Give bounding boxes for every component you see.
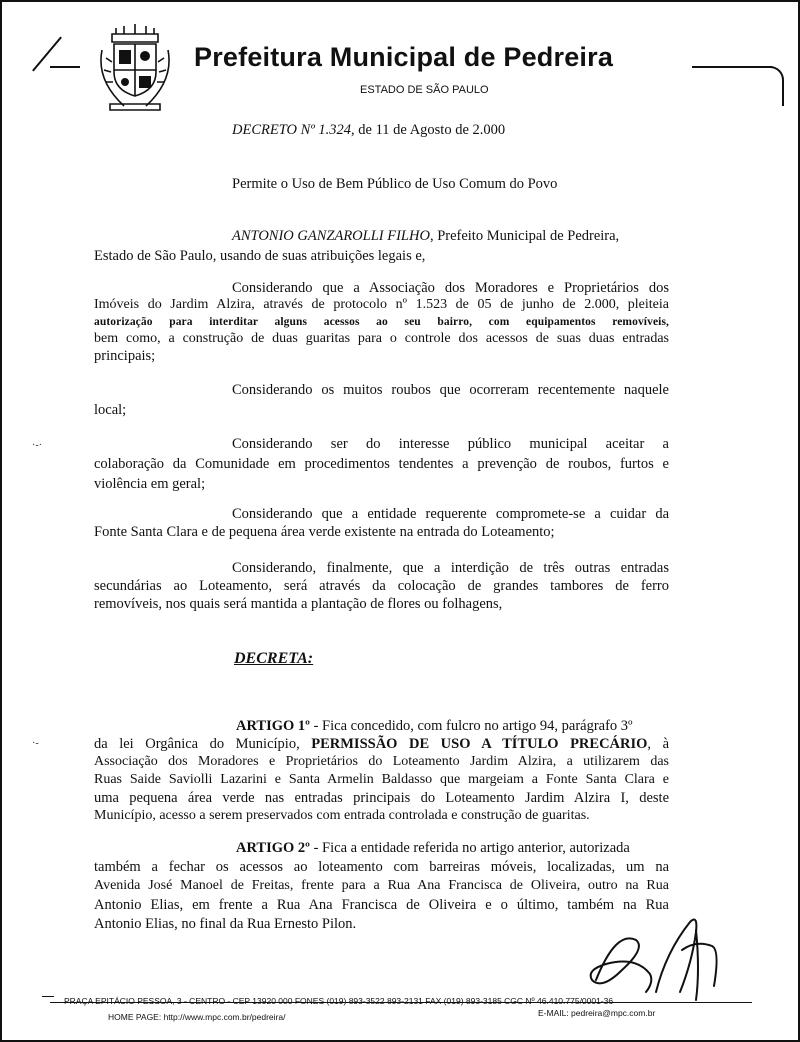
header-rule-curve xyxy=(770,66,784,106)
considerando-1-line-3: autorização para interditar alguns acessos ao seu bairro, com equipamentos removíveis, xyxy=(94,316,669,328)
considerando-4-line-1: Considerando que a entidade requerente compromete-se a cuidar da xyxy=(232,506,669,522)
footer-homepage: HOME PAGE: http://www.mpc.com.br/pedreira/ xyxy=(108,1012,286,1022)
artigo-1-line-2 xyxy=(94,734,669,754)
artigo-2-label: ARTIGO 2º xyxy=(236,840,310,856)
considerando-5-line-3: removíveis, nos quais será mantida a plantação de flores ou folhagens, xyxy=(94,596,503,612)
artigo-1-line-5: uma pequena área verde nas entradas principais do Loteamento Jardim Alzira I, deste xyxy=(94,790,669,806)
scan-speck: ·- xyxy=(32,738,39,749)
considerando-3-line-2: colaboração da Comunidade em procedimentos tendentes a prevenção de roubos, furtos e xyxy=(94,456,669,472)
coat-of-arms-icon xyxy=(92,20,178,116)
decree-heading xyxy=(232,120,505,140)
considerando-3-line-1: Considerando ser do interesse público municipal aceitar a xyxy=(232,436,669,452)
considerando-2-line-1: Considerando os muitos roubos que ocorreram recentemente naquele xyxy=(232,382,669,398)
decreta-heading: DECRETA: xyxy=(234,650,314,667)
considerando-1-line-2: Imóveis do Jardim Alzira, através de protocolo nº 1.523 de 05 de junho de 2.000, pleiteia xyxy=(94,297,669,312)
footer-email: E-MAIL: pedreira@mpc.com.br xyxy=(538,1008,656,1018)
artigo-2-line-1 xyxy=(236,838,630,858)
artigo-2-line-4: Antonio Elias, em frente a Rua Ana Francisca de Oliveira e o último, também na Rua xyxy=(94,897,669,913)
considerando-2-line-2: local; xyxy=(94,402,127,418)
artigo-1-line-1 xyxy=(236,716,633,736)
decree-date: , de 11 de Agosto de 2.000 xyxy=(351,122,506,138)
artigo-1-line-4: Ruas Saide Saviolli Lazarini e Santa Armelin Baldasso que margeiam a Fonte Santa Clara e xyxy=(94,772,669,787)
artigo-1-intro: - Fica concedido, com fulcro no artigo 94, parágrafo 3º xyxy=(309,718,633,734)
page-title: Prefeitura Municipal de Pedreira xyxy=(194,42,614,72)
artigo-1-permission: PERMISSÃO DE USO A TÍTULO PRECÁRIO xyxy=(311,736,648,752)
preamble-line-2: Estado de São Paulo, usando de suas atribuições legais e, xyxy=(94,248,426,264)
artigo-2-line-2: também a fechar os acessos ao loteamento com barreiras móveis, localizadas, um na xyxy=(94,859,669,875)
decree-summary: Permite o Uso de Bem Público de Uso Comum do Povo xyxy=(232,176,558,192)
considerando-3-line-3: violência em geral; xyxy=(94,476,206,492)
artigo-1-line-6: Município, acesso a serem preservados com entrada controlada e construção de guaritas. xyxy=(94,808,590,823)
considerando-4-line-2: Fonte Santa Clara e de pequena área verde existente na entrada do Loteamento; xyxy=(94,524,555,540)
artigo-1-tail: , à xyxy=(647,736,670,752)
header-rule-left xyxy=(50,66,80,68)
artigo-2-line-3: Avenida José Manoel de Freitas, frente para a Rua Ana Francisca de Oliveira, outro na Rua xyxy=(94,878,669,893)
artigo-1-label: ARTIGO 1º xyxy=(236,718,310,734)
footer-rule-left xyxy=(42,996,54,997)
page-subtitle: ESTADO DE SÃO PAULO xyxy=(360,84,489,96)
considerando-5-line-2: secundárias ao Loteamento, será através da colocação de grandes tambores de ferro xyxy=(94,578,669,594)
artigo-1-law-ref: da lei Orgânica do Município, xyxy=(94,736,300,752)
header-rule-right xyxy=(692,66,772,68)
signature-icon xyxy=(586,910,726,1010)
considerando-5-line-1: Considerando, finalmente, que a interdição de três outras entradas xyxy=(232,560,669,576)
considerando-1-line-1: Considerando que a Associação dos Moradores e Proprietários dos xyxy=(232,280,669,296)
artigo-1-line-3: Associação dos Moradores e Proprietários do Loteamento Jardim Alzira, a utilizarem das xyxy=(94,754,669,769)
mayor-name: ANTONIO GANZAROLLI FILHO xyxy=(232,228,430,244)
decree-number: DECRETO Nº 1.324 xyxy=(232,122,352,138)
considerando-1-line-5: principais; xyxy=(94,348,156,364)
considerando-1-line-4: bem como, a construção de duas guaritas para o controle dos acessos de suas duas entradas xyxy=(94,331,669,346)
artigo-2-intro: - Fica a entidade referida no artigo anterior, autorizada xyxy=(309,840,630,856)
artigo-2-line-5: Antonio Elias, no final da Rua Ernesto Pilon. xyxy=(94,916,357,932)
mayor-title: , Prefeito Municipal de Pedreira, xyxy=(429,228,620,244)
footer-address: PRAÇA EPITÁCIO PESSOA, 3 - CENTRO - CEP 13920 000 FONES (019) 893-3522 893-2131 FAX (019) 893-3185 CGC Nº 46.410.775/0001-36 xyxy=(64,996,614,1006)
scan-speck: ·-· xyxy=(32,440,42,451)
preamble-line-1 xyxy=(232,226,619,246)
